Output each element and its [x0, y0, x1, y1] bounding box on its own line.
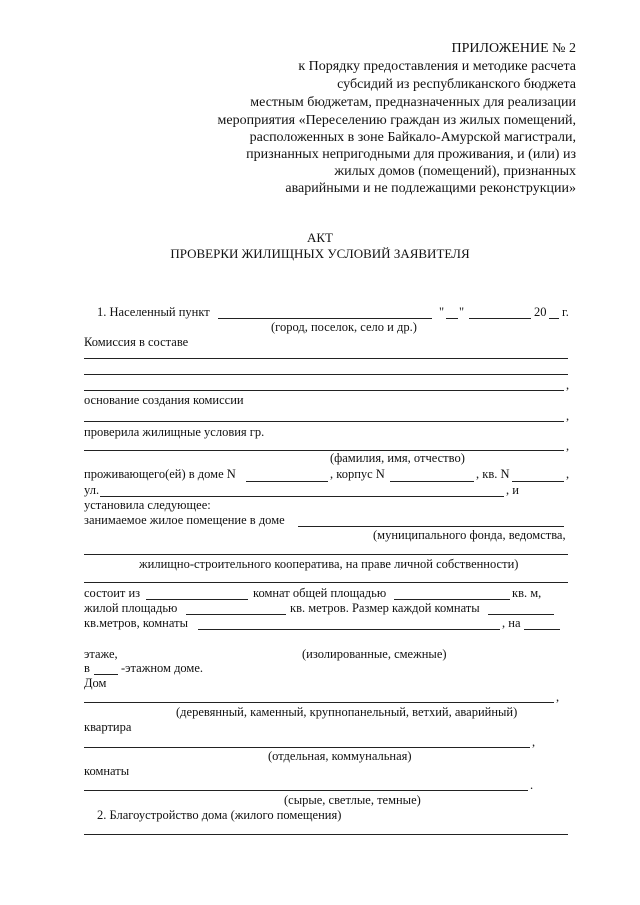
room-details-field[interactable]: [198, 629, 500, 630]
coop-hint: жилищно-строительного кооператива, на праве личной собственности): [139, 557, 519, 571]
sqm-rooms-label: кв.метров, комнаты: [84, 616, 188, 630]
flat-type-field[interactable]: [84, 747, 530, 748]
year-field[interactable]: [549, 318, 559, 319]
section2-label: 2. Благоустройство дома (жилого помещения): [97, 808, 342, 822]
rooms-count-field[interactable]: [146, 599, 248, 600]
building-number-field[interactable]: [390, 481, 474, 482]
sqm-size-label: кв. метров. Размер каждой комнаты: [290, 601, 480, 615]
comma: ,: [556, 690, 560, 704]
occupied-field[interactable]: [298, 526, 564, 527]
building-label: , корпус N: [330, 467, 385, 481]
commission-label: Комиссия в составе: [84, 335, 189, 349]
commission-line-2[interactable]: [84, 374, 568, 375]
storey-label: -этажном доме.: [121, 661, 204, 675]
comma: ,: [532, 735, 536, 749]
month-field[interactable]: [469, 318, 531, 319]
occupied-label: занимаемое жилое помещение в доме: [84, 513, 285, 527]
appendix-number: ПРИЛОЖЕНИЕ № 2: [451, 41, 576, 56]
date-quote-close: ": [459, 305, 465, 319]
sqm-label: кв. м,: [512, 586, 542, 600]
appendix-line-1: к Порядку предоставления и методике расчета: [298, 59, 576, 74]
settlement-field[interactable]: [218, 318, 432, 319]
room-size-field[interactable]: [488, 614, 554, 615]
day-field[interactable]: [446, 318, 458, 319]
act-subtitle: ПРОВЕРКИ ЖИЛИЩНЫХ УСЛОВИЙ ЗАЯВИТЕЛЯ: [170, 246, 470, 261]
appendix-line-6: признанных непригодными для проживания, и (или) из: [246, 147, 576, 162]
appendix-line-2: субсидий из республиканского бюджета: [337, 77, 576, 92]
appendix-line-7: жилых домов (помещений), признанных: [334, 164, 576, 179]
commission-line-1[interactable]: [84, 358, 568, 359]
comma: ,: [566, 409, 570, 423]
house-label: Дом: [84, 676, 107, 690]
fund-field[interactable]: [84, 554, 568, 555]
living-area-field[interactable]: [186, 614, 286, 615]
street-field[interactable]: [100, 496, 504, 497]
basis-label: основание создания комиссии: [84, 393, 244, 407]
appendix-line-3: местным бюджетам, предназначенных для реализации: [250, 95, 576, 110]
house-type-field[interactable]: [84, 702, 554, 703]
period: .: [530, 778, 534, 792]
house-number-field[interactable]: [246, 481, 328, 482]
storeys-field[interactable]: [94, 674, 118, 675]
established-label: установила следующее:: [84, 498, 211, 512]
act-title: АКТ: [307, 230, 333, 245]
total-area-field[interactable]: [394, 599, 510, 600]
comma: ,: [566, 467, 570, 481]
settlement-hint: (город, поселок, село и др.): [271, 320, 417, 334]
in-label: в: [84, 661, 90, 675]
date-quote-open: ": [439, 305, 445, 319]
flat-hint: (отдельная, коммунальная): [268, 749, 412, 763]
commission-line-3[interactable]: [84, 390, 564, 391]
residing-label: проживающего(ей) в доме N: [84, 467, 236, 481]
rooms-label: комнаты: [84, 764, 130, 778]
living-area-label: жилой площадью: [84, 601, 178, 615]
floor-label: этаже,: [84, 647, 118, 661]
floor-field[interactable]: [524, 629, 560, 630]
appendix-line-5: расположенных в зоне Байкало-Амурской магистрали,: [249, 130, 576, 145]
and-label: , и: [506, 483, 519, 497]
apartment-number-field[interactable]: [512, 481, 564, 482]
rooms-area-label: комнат общей площадью: [253, 586, 387, 600]
comma: ,: [566, 378, 570, 392]
blank-line[interactable]: [84, 582, 568, 583]
appendix-line-4: мероприятия «Переселению граждан из жилых помещений,: [217, 113, 576, 128]
fio-hint: (фамилия, имя, отчество): [330, 451, 465, 465]
checked-label: проверила жилищные условия гр.: [84, 425, 265, 439]
improvement-field[interactable]: [84, 834, 568, 835]
fund-hint: (муниципального фонда, ведомства,: [373, 528, 566, 542]
fio-field[interactable]: [84, 450, 564, 451]
isolated-hint: (изолированные, смежные): [302, 647, 447, 661]
flat-label: квартира: [84, 720, 132, 734]
year-prefix: 20: [534, 305, 547, 319]
apartment-label: , кв. N: [476, 467, 510, 481]
settlement-label: 1. Населенный пункт: [97, 305, 210, 319]
year-suffix: г.: [562, 305, 569, 319]
street-label: ул.: [84, 483, 100, 497]
consists-label: состоит из: [84, 586, 141, 600]
basis-field[interactable]: [84, 421, 564, 422]
appendix-line-8: аварийными и не подлежащими реконструкции»: [285, 181, 576, 196]
rooms-state-field[interactable]: [84, 790, 528, 791]
house-hint: (деревянный, каменный, крупнопанельный, ветхий, аварийный): [176, 705, 518, 719]
comma: ,: [566, 439, 570, 453]
rooms-hint: (сырые, светлые, темные): [284, 793, 421, 807]
on-label: , на: [502, 616, 521, 630]
